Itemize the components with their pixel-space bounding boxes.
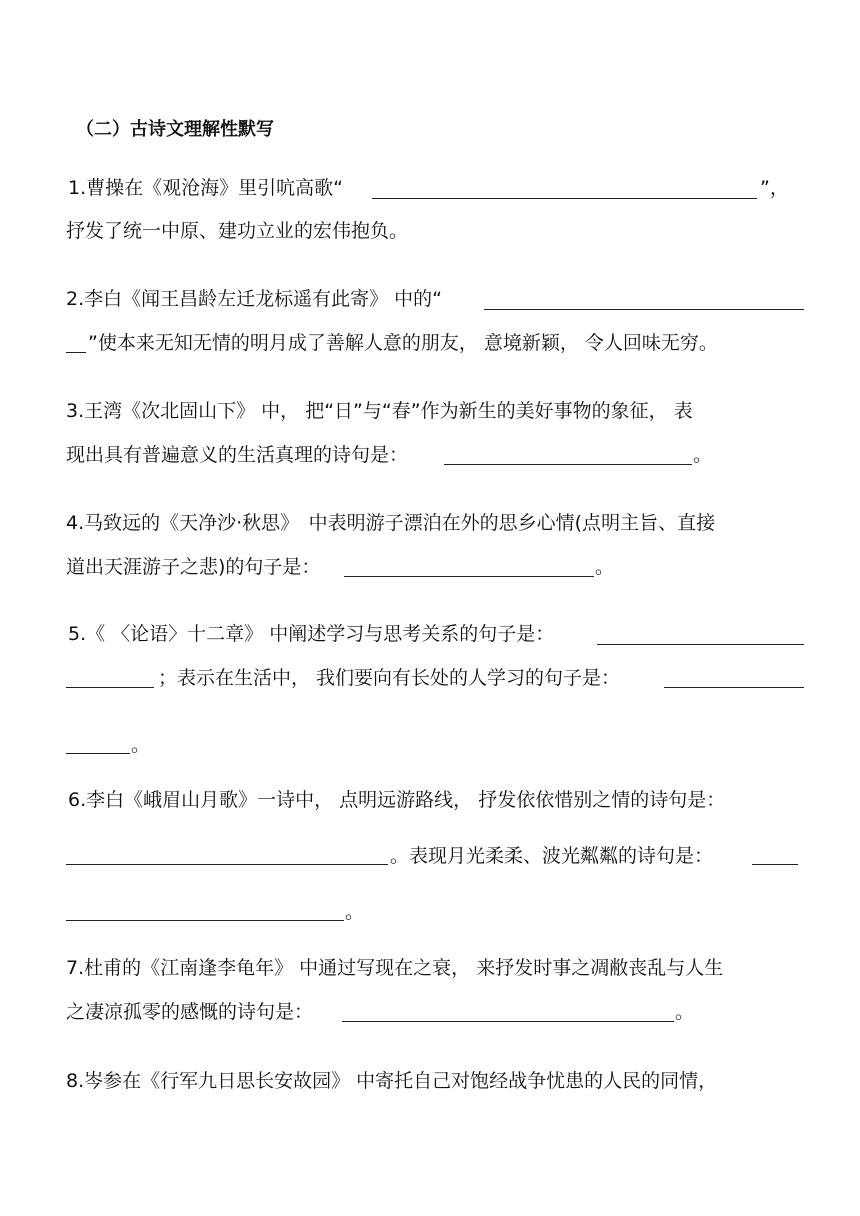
section-title: （二）古诗文理解性默写 xyxy=(76,119,274,140)
q7-blank[interactable] xyxy=(342,1021,674,1022)
q4-text-end: 。 xyxy=(595,556,615,578)
q1-text-end: ”， xyxy=(760,177,789,199)
q1-text-start: 1.曹操在《观沧海》里引吭高歌“ xyxy=(68,177,343,199)
q6-line2-text: 。表现月光柔柔、波光粼粼的诗句是： xyxy=(390,845,714,867)
q2-line2: ”使本来无知无情的明月成了善解人意的朋友， 意境新颖， 令人回味无穷。 xyxy=(88,332,718,354)
q5-blank-1b[interactable] xyxy=(66,687,154,688)
q6-text-end: 。 xyxy=(345,901,365,923)
q7-text-start: 之凄凉孤零的感慨的诗句是： xyxy=(66,1001,314,1023)
q6-blank-1[interactable] xyxy=(66,864,388,865)
q4-line1: 4.马致远的《天净沙·秋思》 中表明游子漂泊在外的思乡心情(点明主旨、直接 xyxy=(66,512,716,534)
q5-blank-2a[interactable] xyxy=(664,687,804,688)
q5-blank-1a[interactable] xyxy=(597,644,804,645)
q5-text-start: 5.《 〈论语〉十二章》 中阐述学习与思考关系的句子是： xyxy=(68,623,555,645)
q2-blank-line1[interactable] xyxy=(484,309,804,310)
q3-text-end: 。 xyxy=(693,444,713,466)
q5-text-end: 。 xyxy=(131,734,151,756)
q5-blank-2b[interactable] xyxy=(66,753,130,754)
q6-blank-2a[interactable] xyxy=(752,864,798,865)
q6-blank-2b[interactable] xyxy=(66,920,344,921)
q1-line2: 抒发了统一中原、建功立业的宏伟抱负。 xyxy=(66,220,409,242)
q3-line1: 3.王湾《次北固山下》 中， 把“日”与“春”作为新生的美好事物的象征， 表 xyxy=(66,400,693,422)
q4-blank[interactable] xyxy=(344,576,594,577)
q1-blank[interactable] xyxy=(372,198,757,199)
q7-text-end: 。 xyxy=(675,1001,695,1023)
q8-line1: 8.岑参在《行军九日思长安故园》 中寄托自己对饱经战争忧患的人民的同情， xyxy=(66,1070,718,1092)
q6-line1: 6.李白《峨眉山月歌》一诗中， 点明远游路线， 抒发依依惜别之情的诗句是： xyxy=(68,789,726,811)
q5-line2-text: ；表示在生活中， 我们要向有长处的人学习的句子是： xyxy=(158,667,621,689)
q3-blank[interactable] xyxy=(444,464,692,465)
q4-text-start: 道出天涯游子之悲)的句子是： xyxy=(66,556,321,578)
q3-text-start: 现出具有普遍意义的生活真理的诗句是： xyxy=(66,444,409,466)
q2-text-start: 2.李白《闻王昌龄左迁龙标遥有此寄》 中的“ xyxy=(66,288,443,310)
q2-blank-line2[interactable] xyxy=(66,352,86,353)
q7-line1: 7.杜甫的《江南逢李龟年》 中通过写现在之衰， 来抒发时事之凋敝丧乱与人生 xyxy=(66,957,724,979)
